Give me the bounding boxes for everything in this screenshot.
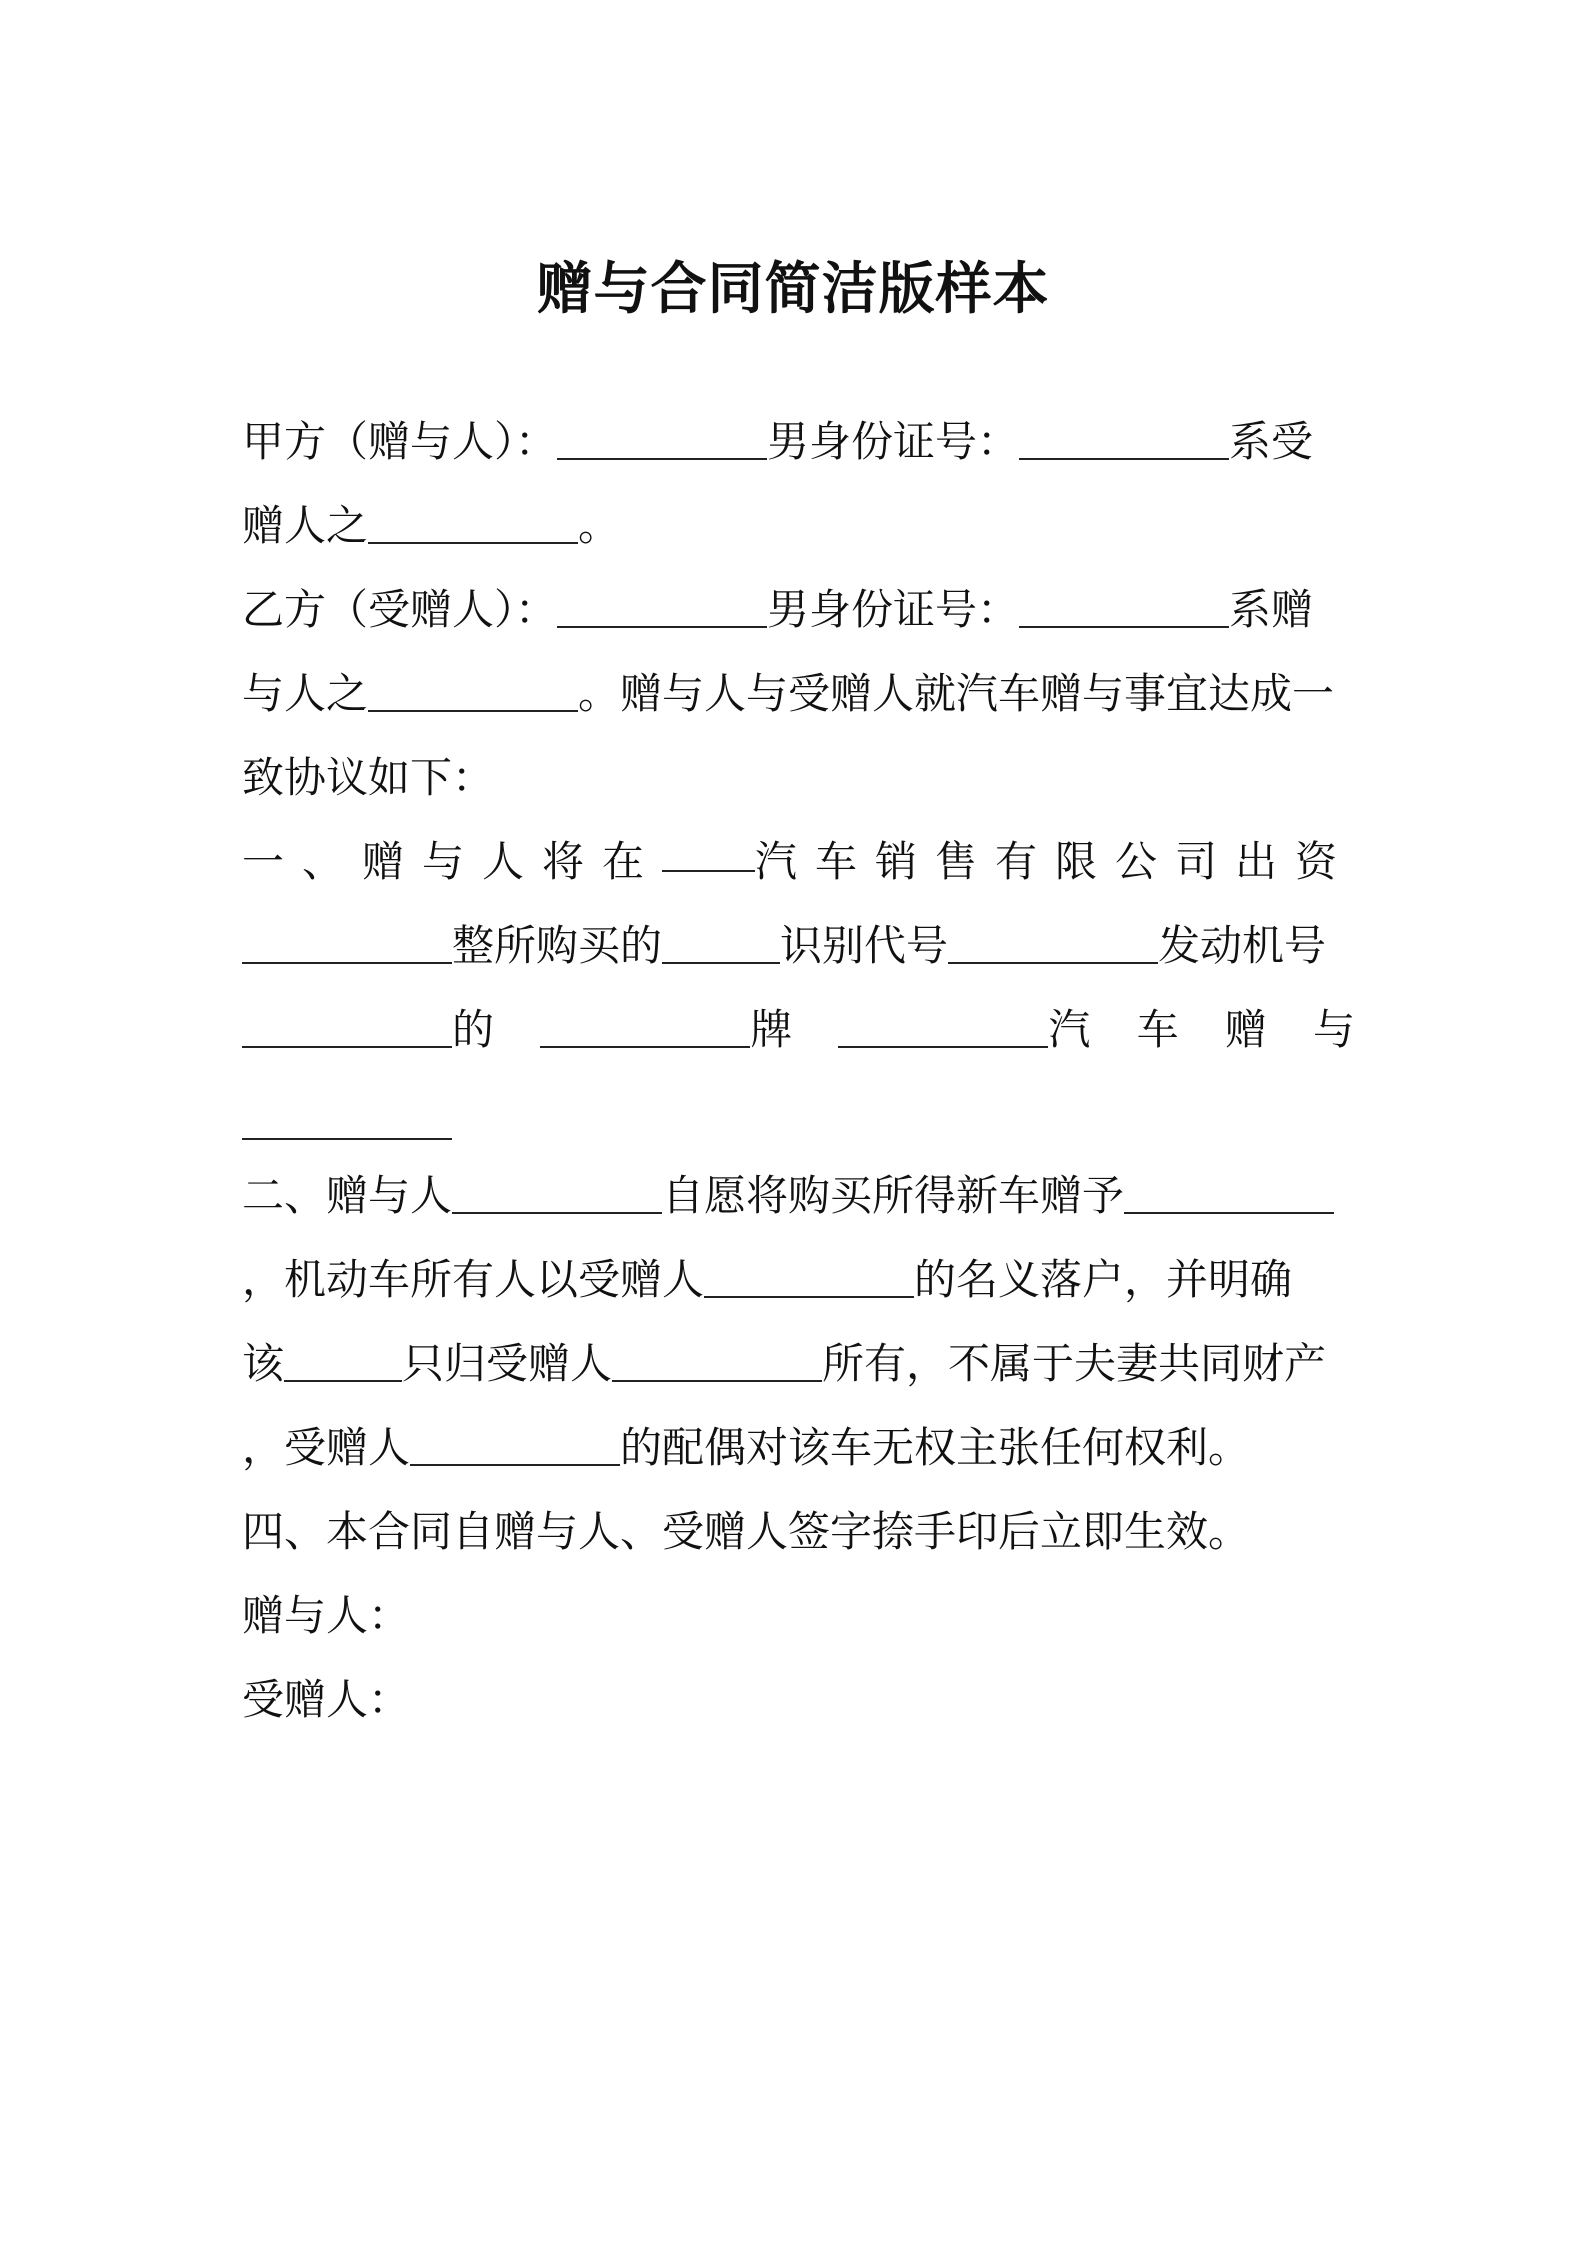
blank-field[interactable]: [662, 922, 780, 964]
text-fragment: ，受赠人: [242, 1423, 411, 1472]
blank-field[interactable]: [612, 1340, 822, 1382]
blank-field[interactable]: [1019, 586, 1229, 628]
blank-field[interactable]: [452, 1172, 662, 1214]
text-fragment: 与人之: [242, 669, 369, 718]
text-fragment: 该: [242, 1339, 285, 1388]
party-a-label: 甲方（赠与人）：: [242, 417, 558, 466]
clause-2-start: 二、赠与人: [242, 1171, 453, 1220]
text-fragment: 赠: [1224, 1005, 1267, 1054]
blank-field[interactable]: [242, 1098, 452, 1140]
clause-1-line-1: [242, 830, 1355, 894]
text-fragment: 识别代号: [780, 921, 949, 970]
blank-field[interactable]: [540, 1006, 750, 1048]
blank-field[interactable]: [410, 1424, 620, 1466]
text-fragment: ，机动车所有人以受赠人: [242, 1255, 705, 1304]
clause-1-line-4: [242, 1090, 452, 1154]
party-b-line-2: [242, 662, 1334, 726]
text-fragment: 整所购买的: [452, 921, 663, 970]
party-a-line-1: [242, 410, 1313, 474]
text-fragment: 。赠与人与受赠人就汽车赠与事宜达成一: [578, 669, 1335, 718]
text-fragment: 牌: [750, 1005, 793, 1054]
party-a-line-2: [242, 494, 620, 558]
text-fragment: 的: [452, 1005, 495, 1054]
blank-field[interactable]: [242, 922, 452, 964]
blank-field[interactable]: [662, 830, 755, 872]
document-title: 赠与合同简洁版样本: [536, 257, 1050, 322]
party-b-label: 乙方（受赠人）：: [242, 585, 558, 634]
party-b-line-1: [242, 578, 1313, 642]
blank-field[interactable]: [948, 922, 1158, 964]
blank-field[interactable]: [368, 502, 578, 544]
blank-field[interactable]: [242, 1006, 452, 1048]
text-fragment: 系受: [1229, 417, 1314, 466]
text-fragment: 汽: [1048, 1005, 1091, 1054]
text-fragment: 赠人之: [242, 501, 369, 550]
text-fragment: 所有，不属于夫妻共同财产: [822, 1339, 1327, 1388]
clause-1-line-3: [242, 998, 1355, 1062]
donee-signature-label: 受赠人：: [242, 1675, 411, 1724]
blank-field[interactable]: [1124, 1172, 1334, 1214]
blank-field[interactable]: [704, 1256, 914, 1298]
clause-2-line-3: [242, 1332, 1326, 1396]
text-fragment: 系赠: [1229, 585, 1314, 634]
blank-field[interactable]: [557, 586, 767, 628]
blank-field[interactable]: [368, 670, 578, 712]
clause-1-end: 汽车销售有限公司出资: [754, 837, 1355, 886]
clause-1-line-2: [242, 914, 1326, 978]
blank-field[interactable]: [1019, 418, 1229, 460]
text-fragment: 与: [1312, 1005, 1355, 1054]
text-fragment: 的名义落户，并明确: [914, 1255, 1293, 1304]
text-fragment: 发动机号: [1158, 921, 1327, 970]
id-number-label: 男身份证号：: [767, 585, 1020, 634]
clause-2-line-1: [242, 1164, 1334, 1228]
id-number-label: 男身份证号：: [767, 417, 1020, 466]
text-fragment: 车: [1136, 1005, 1179, 1054]
donor-signature-label: 赠与人：: [242, 1591, 411, 1640]
agreement-intro: 致协议如下：: [242, 753, 495, 802]
text-fragment: 的配偶对该车无权主张任何权利。: [620, 1423, 1251, 1472]
clause-1-start: 一、赠与人将在: [242, 837, 663, 886]
blank-field[interactable]: [284, 1340, 402, 1382]
text-fragment: 只归受赠人: [402, 1339, 613, 1388]
clause-4: 四、本合同自赠与人、受赠人签字捺手印后立即生效。: [242, 1507, 1251, 1556]
text-fragment: 自愿将购买所得新车赠予: [662, 1171, 1125, 1220]
clause-2-line-4: [242, 1416, 1250, 1480]
clause-2-line-2: [242, 1248, 1292, 1312]
blank-field[interactable]: [838, 1006, 1048, 1048]
blank-field[interactable]: [557, 418, 767, 460]
text-fragment: 。: [578, 501, 621, 550]
